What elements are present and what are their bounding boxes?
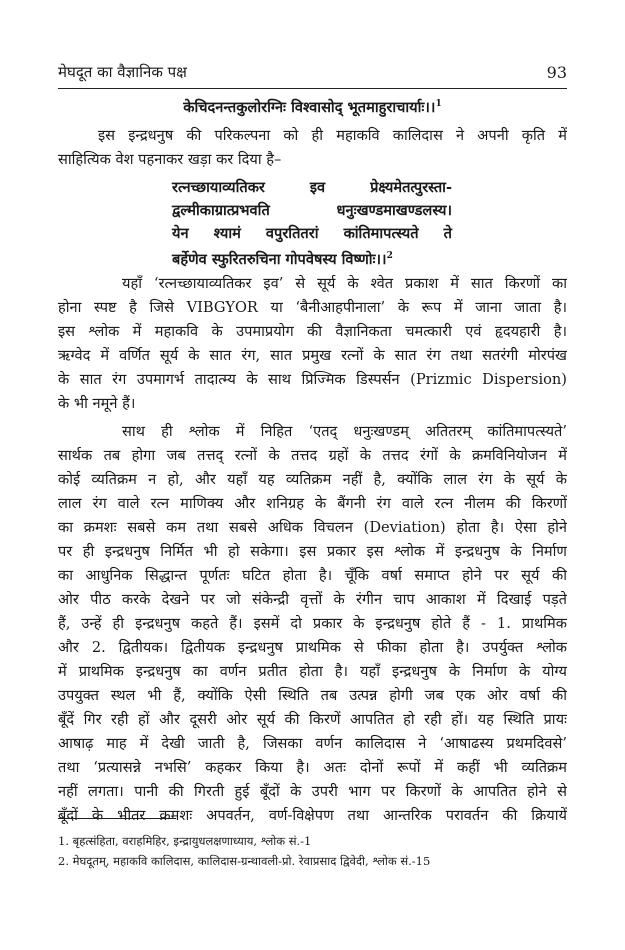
footnote-marker: 2 [386,251,393,261]
para3-line: का आधुनिक सिद्धान्त पूर्णतः घटित होता है। चूँकि वर्षा समाप्त होने पर सूर्य की [58,567,567,584]
para1-line: इस इन्द्रधनुष की परिकल्पना को ही महाकवि कालिदास ने अपनी कृति में [98,127,567,144]
para3-line: कोई व्यतिक्रम न हो, और यहाँ यह व्यतिक्रम नहीं है, क्योंकि लाल रंग के सूर्य के [58,471,567,488]
verse-line: द्वल्मीकाग्रात्प्रभवति धनुःखण्डमाखण्डलस्य। [172,202,452,219]
footnote: 2. मेघदूतम्, महाकवि कालिदास, कालिदास-ग्रन्थावली-प्रो. रेवाप्रसाद द्विवेदी, श्लोक सं.-15 [58,854,431,868]
footnote: 1. बृहत्संहिता, वराहमिहिर, इन्द्रायुधलक्षणाध्याय, श्लोक सं.-1 [58,834,312,848]
para3-line: में प्राथमिक इन्द्रधनुष का वर्णन प्रतीत होता है। यहाँ इन्द्रधनुष के निर्माण के योग्य [58,663,567,680]
header-rule [58,88,567,89]
para3-line: बूँदें गिर रही हों और दूसरी ओर सूर्य की किरणें आपतित हो रही हों। यह स्थिति प्रायः [58,711,567,728]
footnote-rule [58,818,176,819]
running-header [58,58,567,82]
para3-line: तथा ‘प्रत्यासन्ने नभसि’ कहकर किया है। अतः दोनों रूपों में कहीं भी व्यतिक्रम [58,759,567,776]
verse-line: रत्नच्छायाव्यतिकर इव प्रेक्ष्यमेतत्पुरस्ता- [172,179,452,196]
para2-line: होना स्पष्ट है जिसे VIBGYOR या ‘बैनीआहपीनाला’ के रूप में जाना जाता है। [58,299,567,316]
para2-line: ऋग्वेद में वर्णित सूर्य के सात रंग, सात प्रमुख रत्नों के सात रंग तथा सतरंगी मोरपंख [58,347,567,364]
para3-line: और 2. द्वितीयक। द्वितीयक इन्द्रधनुष प्राथमिक से फीका होता है। उपर्युक्त श्लोक [58,639,567,656]
para3-line: उपयुक्त स्थल भी हैं, क्योंकि ऐसी स्थिति तब उत्पन्न होगी जब एक ओर वर्षा की [58,687,567,704]
running-title: मेघदूत का वैज्ञानिक पक्ष [58,63,187,81]
verse-line: येन श्यामं वपुरतितरां कांतिमापत्स्यते ते [172,225,452,242]
para1-line: साहित्यिक वेश पहनाकर खड़ा कर दिया है– [58,151,282,168]
para3-line: बूँदों के भीतर क्रमशः अपवर्तन, वर्ण-विक्षेपण तथा आन्तरिक परावर्तन की क्रियायें [58,807,567,824]
para3-line: आषाढ़ माह में देखी जाती है, जिसका वर्णन कालिदास ने ‘आषाढस्य प्रथमदिवसे’ [58,735,567,752]
para2-line: इस श्लोक में महाकवि के उपमाप्रयोग की वैज्ञानिकता चमत्कारी एवं हृदयहारी है। [58,323,567,340]
para3-line: पर ही इन्द्रधनुष निर्मित भी हो सकेगा। इस प्रकार इस श्लोक में इन्द्रधनुष के निर्माण [58,543,567,560]
para3-line: सार्थक तब होगा जब तत्तद् रत्नों के तत्तद ग्रहों के तत्तद रंगों के क्रमविनियोजन में [58,447,567,464]
para3-line: हैं, उन्हें ही इन्द्रधनुष कहते हैं। इसमें दो प्रकार के इन्द्रधनुष होते हैं - 1. प्राथमिक [58,615,567,632]
para3-line: का क्रमशः सबसे कम तथा सबसे अधिक विचलन (Deviation) होता है। ऐसा होने [58,519,567,536]
footnote-marker: 1 [435,99,442,109]
para2-line: के भी नमूने हैं। [58,395,136,412]
para3-line: ओर पीठ करके देखने पर जो संकेन्द्री वृत्तों के रंगीन चाप आकाश में दिखाई पड़ते [58,591,567,608]
page-number: 93 [546,63,567,82]
para2-line: यहाँ ‘रत्नच्छायाव्यतिकर इव’ से सूर्य के श्वेत प्रकाश में सात किरणों का [122,275,567,292]
top-verse: केचिदनन्तकुलोरग्निः विश्वासोद् भूतमाहुराचार्याः।।$^1$ [183,98,442,116]
para3-line: साथ ही श्लोक में निहित ‘एतद् धनुःखण्डम् अतितरम् कांतिमापत्स्यते’ [122,423,567,440]
verse-line: बर्हेणेव स्फुरितरुचिना गोपवेषस्य विष्णोः।।$^2$ [172,250,393,268]
para3-line: नहीं लगता। पानी की गिरती हुई बूँदों के उपरी भाग पर किरणों के आपतित होने से [58,783,567,800]
para3-line: लाल रंग वाले रत्न माणिक्य और शनिग्रह के बैंगनी रंग वाले रत्न नीलम की किरणों [58,495,567,512]
para2-line: के सात रंग उपमागर्भ तादात्म्य के साथ प्रिज्मिक डिस्पर्सन (Prizmic Dispersion) [58,371,567,388]
